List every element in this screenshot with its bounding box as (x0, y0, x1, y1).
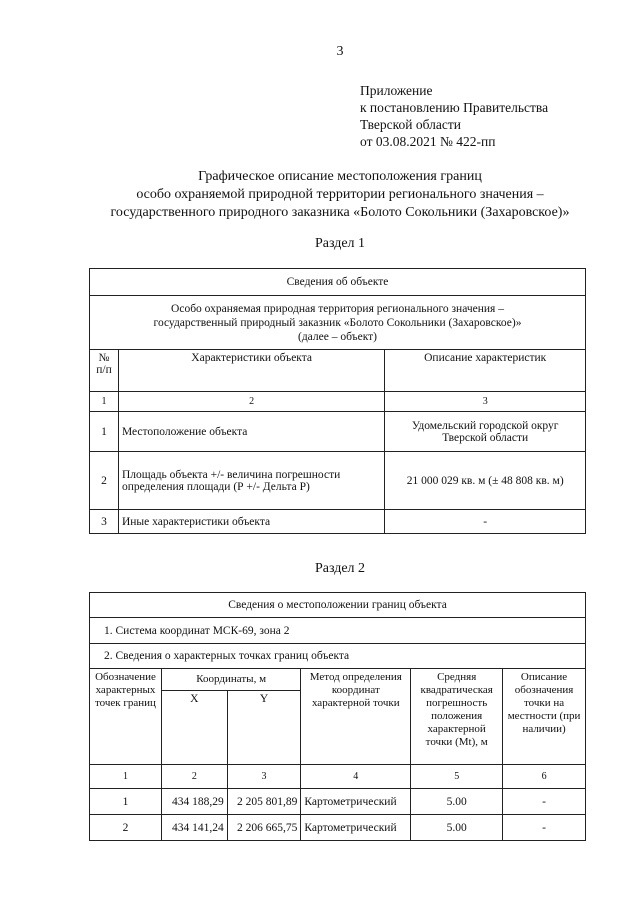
points-title: 2. Сведения о характерных точках границ объекта (90, 644, 586, 669)
index-cell: 3 (385, 392, 586, 412)
index-cell: 1 (90, 765, 162, 789)
method: Картометрический (301, 789, 411, 815)
appendix-line-3: Тверской области (360, 117, 461, 132)
title-line-3: государственного природного заказника «Болото Сокольники (Захаровское)» (110, 205, 570, 220)
object-description (90, 296, 586, 350)
row-description: Удомельский городской округ Тверской области (385, 412, 586, 452)
coord-y: 2 205 801,89 (227, 789, 301, 815)
object-line-3: (далее – объект) (298, 330, 377, 343)
coord-y: 2 206 665,75 (227, 815, 301, 841)
header-characteristics: Характеристики объекта (118, 350, 384, 392)
point-id: 2 (90, 815, 162, 841)
row-description: - (385, 510, 586, 534)
table-row (90, 815, 586, 841)
header-coordinates: Координаты, м (161, 669, 300, 691)
row-num: 1 (90, 412, 119, 452)
header-description: Описание характеристик (385, 350, 586, 392)
document-title (0, 168, 640, 222)
appendix-line-1: Приложение (360, 83, 433, 98)
error-value: 5.00 (411, 789, 503, 815)
appendix-line-4: от 03.08.2021 № 422-пп (360, 134, 496, 149)
row-characteristic: Иные характеристики объекта (118, 510, 384, 534)
header-method: Метод определения координат характерной точки (301, 669, 411, 765)
object-info-table (89, 268, 586, 534)
row-characteristic: Местоположение объекта (118, 412, 384, 452)
point-id: 1 (90, 789, 162, 815)
marker-desc: - (503, 815, 586, 841)
index-cell: 2 (118, 392, 384, 412)
row-description: 21 000 029 кв. м (± 48 808 кв. м) (385, 452, 586, 510)
coord-x: 434 141,24 (161, 815, 227, 841)
section-1-heading: Раздел 1 (314, 236, 366, 251)
header-x: X (161, 691, 227, 765)
header-marker: Описание обозначения точки на местности (при наличии) (503, 669, 586, 765)
appendix-block (360, 82, 548, 150)
title-line-2: особо охраняемой природной территории регионального значения – (136, 187, 544, 202)
index-cell: 1 (90, 392, 119, 412)
boundary-table-title: Сведения о местоположении границ объекта (90, 593, 586, 618)
object-line-1: Особо охраняемая природная территория регионального значения – (171, 302, 504, 315)
index-cell: 3 (227, 765, 301, 789)
index-cell: 4 (301, 765, 411, 789)
section-2-heading: Раздел 2 (314, 561, 366, 576)
coord-system: 1. Система координат МСК-69, зона 2 (90, 618, 586, 644)
index-cell: 6 (503, 765, 586, 789)
boundary-table (89, 592, 586, 841)
row-num: 2 (90, 452, 119, 510)
object-table-title: Сведения об объекте (90, 269, 586, 296)
marker-desc: - (503, 789, 586, 815)
header-num: № п/п (90, 350, 119, 392)
table-row (90, 412, 586, 452)
table-row (90, 510, 586, 534)
table-row (90, 452, 586, 510)
header-error: Средняя квадратическая погрешность положения характерной точки (Mt), м (411, 669, 503, 765)
header-y: Y (227, 691, 301, 765)
object-line-2: государственный природный заказник «Болото Сокольники (Захаровское)» (153, 316, 522, 329)
header-point: Обозначение характерных точек границ (90, 669, 162, 765)
index-cell: 2 (161, 765, 227, 789)
index-cell: 5 (411, 765, 503, 789)
page-number: 3 (336, 44, 344, 59)
title-line-1: Графическое описание местоположения границ (198, 169, 482, 184)
table-row (90, 789, 586, 815)
appendix-line-2: к постановлению Правительства (360, 100, 549, 115)
error-value: 5.00 (411, 815, 503, 841)
row-num: 3 (90, 510, 119, 534)
method: Картометрический (301, 815, 411, 841)
coord-x: 434 188,29 (161, 789, 227, 815)
row-characteristic: Площадь объекта +/- величина погрешности определения площади (Р +/- Дельта Р) (118, 452, 384, 510)
